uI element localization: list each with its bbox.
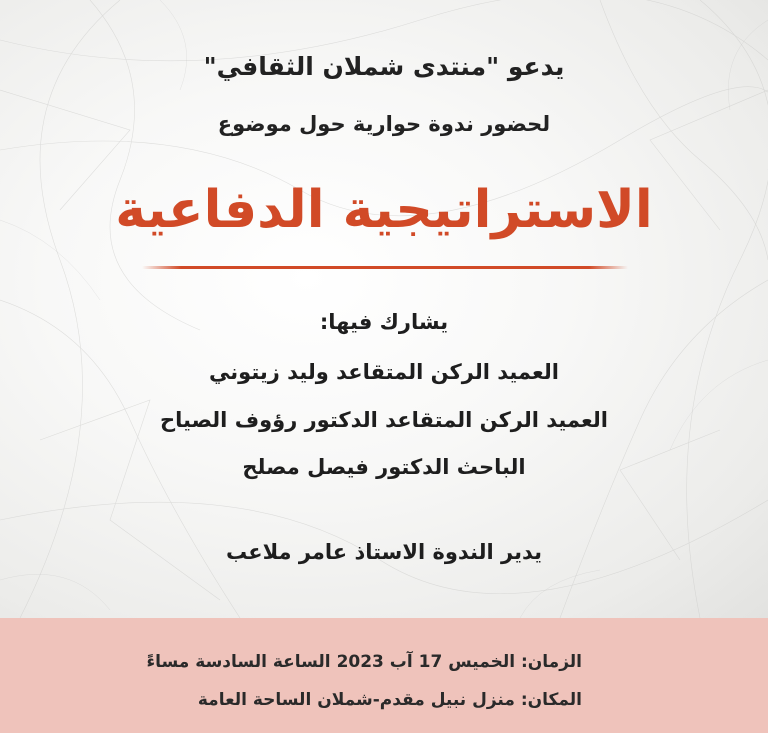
title-underline [142,266,628,269]
attend-line: لحضور ندوة حوارية حول موضوع [217,112,551,136]
participants-label: يشارك فيها: [319,310,449,334]
event-details-footer [0,618,768,733]
place-label: المكان: [520,690,582,710]
time-line [146,652,582,672]
participant-item: العميد الركن المتقاعد الدكتور رؤوف الصياح [160,408,608,432]
topic-title: الاستراتيجية الدفاعية [115,180,653,240]
participant-item: الباحث الدكتور فيصل مصلح [242,455,526,479]
time-label: الزمان: [520,652,582,672]
place-line [198,690,582,710]
time-value: الخميس 17 آب 2023 الساعة السادسة مساءً [146,652,516,672]
moderator-line: يدير الندوة الاستاذ عامر ملاعب [226,540,542,564]
place-value: منزل نبيل مقدم-شملان الساحة العامة [197,690,515,710]
invite-line: يدعو "منتدى شملان الثقافي" [203,52,565,81]
participant-item: العميد الركن المتقاعد وليد زيتوني [209,360,559,384]
